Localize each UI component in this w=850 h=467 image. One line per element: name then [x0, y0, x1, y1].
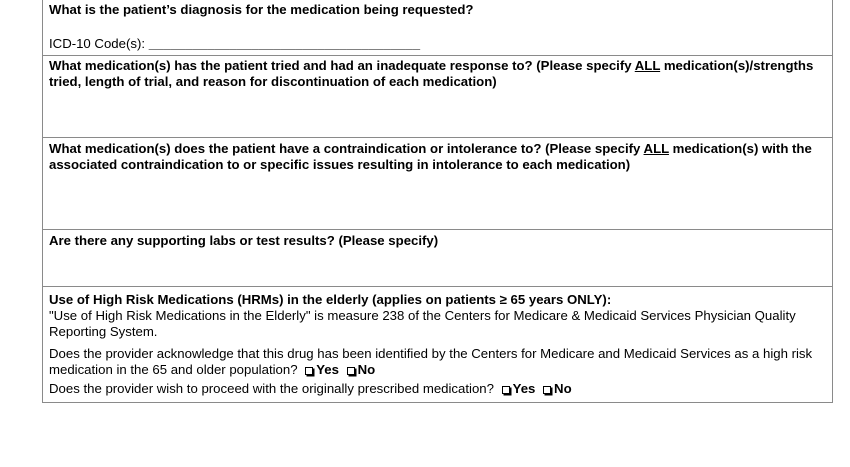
contraindication-emphasis: ALL [643, 141, 669, 156]
diagnosis-question: What is the patient’s diagnosis for the medication being requested? [49, 2, 474, 17]
contraindication-text-a: What medication(s) does the patient have a contraindication or intolerance to? (Please specify [49, 141, 644, 156]
acknowledge-no-label: No [357, 362, 376, 377]
tried-medications-emphasis: ALL [634, 58, 661, 73]
supporting-labs-row[interactable] [42, 230, 833, 287]
tried-medications-text-b: medication(s)/strengths tried, length of trial, and reason for discontinuation of each medication) [49, 58, 814, 89]
supporting-labs-question: Are there any supporting labs or test results? (Please specify) [49, 233, 439, 248]
prior-auth-form-section [42, 0, 833, 403]
tried-medications-text-a: What medication(s) has the patient tried and had an inadequate response to? (Please specify [49, 58, 635, 73]
hrm-acknowledge-question [49, 346, 826, 378]
proceed-no-label: No [554, 381, 572, 396]
proceed-yes-checkbox[interactable] [502, 386, 510, 394]
proceed-yes-label: Yes [512, 381, 536, 396]
tried-medications-row[interactable] [42, 56, 833, 138]
hrm-heading: Use of High Risk Medications (HRMs) in the elderly (applies on patients ≥ 65 years ONLY): [49, 292, 612, 307]
acknowledge-yes-checkbox[interactable] [305, 367, 313, 375]
icd-code-line [49, 36, 826, 52]
acknowledge-no-checkbox[interactable] [347, 367, 355, 375]
high-risk-medications-row [42, 287, 833, 403]
tried-medications-question [49, 58, 826, 90]
icd-code-field[interactable]: _____________________________________ [148, 36, 421, 51]
hrm-description: "Use of High Risk Medications in the Elderly" is measure 238 of the Centers for Medicare & Medicaid Services Physician Quality Reporting System. [49, 308, 796, 339]
hrm-proceed-question [49, 381, 826, 397]
icd-code-label: ICD-10 Code(s): [49, 36, 146, 51]
contraindication-question [49, 141, 826, 173]
contraindication-text-b: medication(s) with the associated contraindication to or specific issues resulting in intolerance to each medication) [49, 141, 812, 172]
hrm-proceed-text: Does the provider wish to proceed with the originally prescribed medication? [49, 381, 494, 396]
diagnosis-row [42, 0, 833, 56]
acknowledge-yes-label: Yes [316, 362, 339, 377]
contraindication-row[interactable] [42, 138, 833, 230]
hrm-acknowledge-text: Does the provider acknowledge that this drug has been identified by the Centers for Medicare and Medicaid Services as a high risk medication in the 65 and older population? [49, 346, 813, 377]
proceed-no-checkbox[interactable] [543, 386, 551, 394]
